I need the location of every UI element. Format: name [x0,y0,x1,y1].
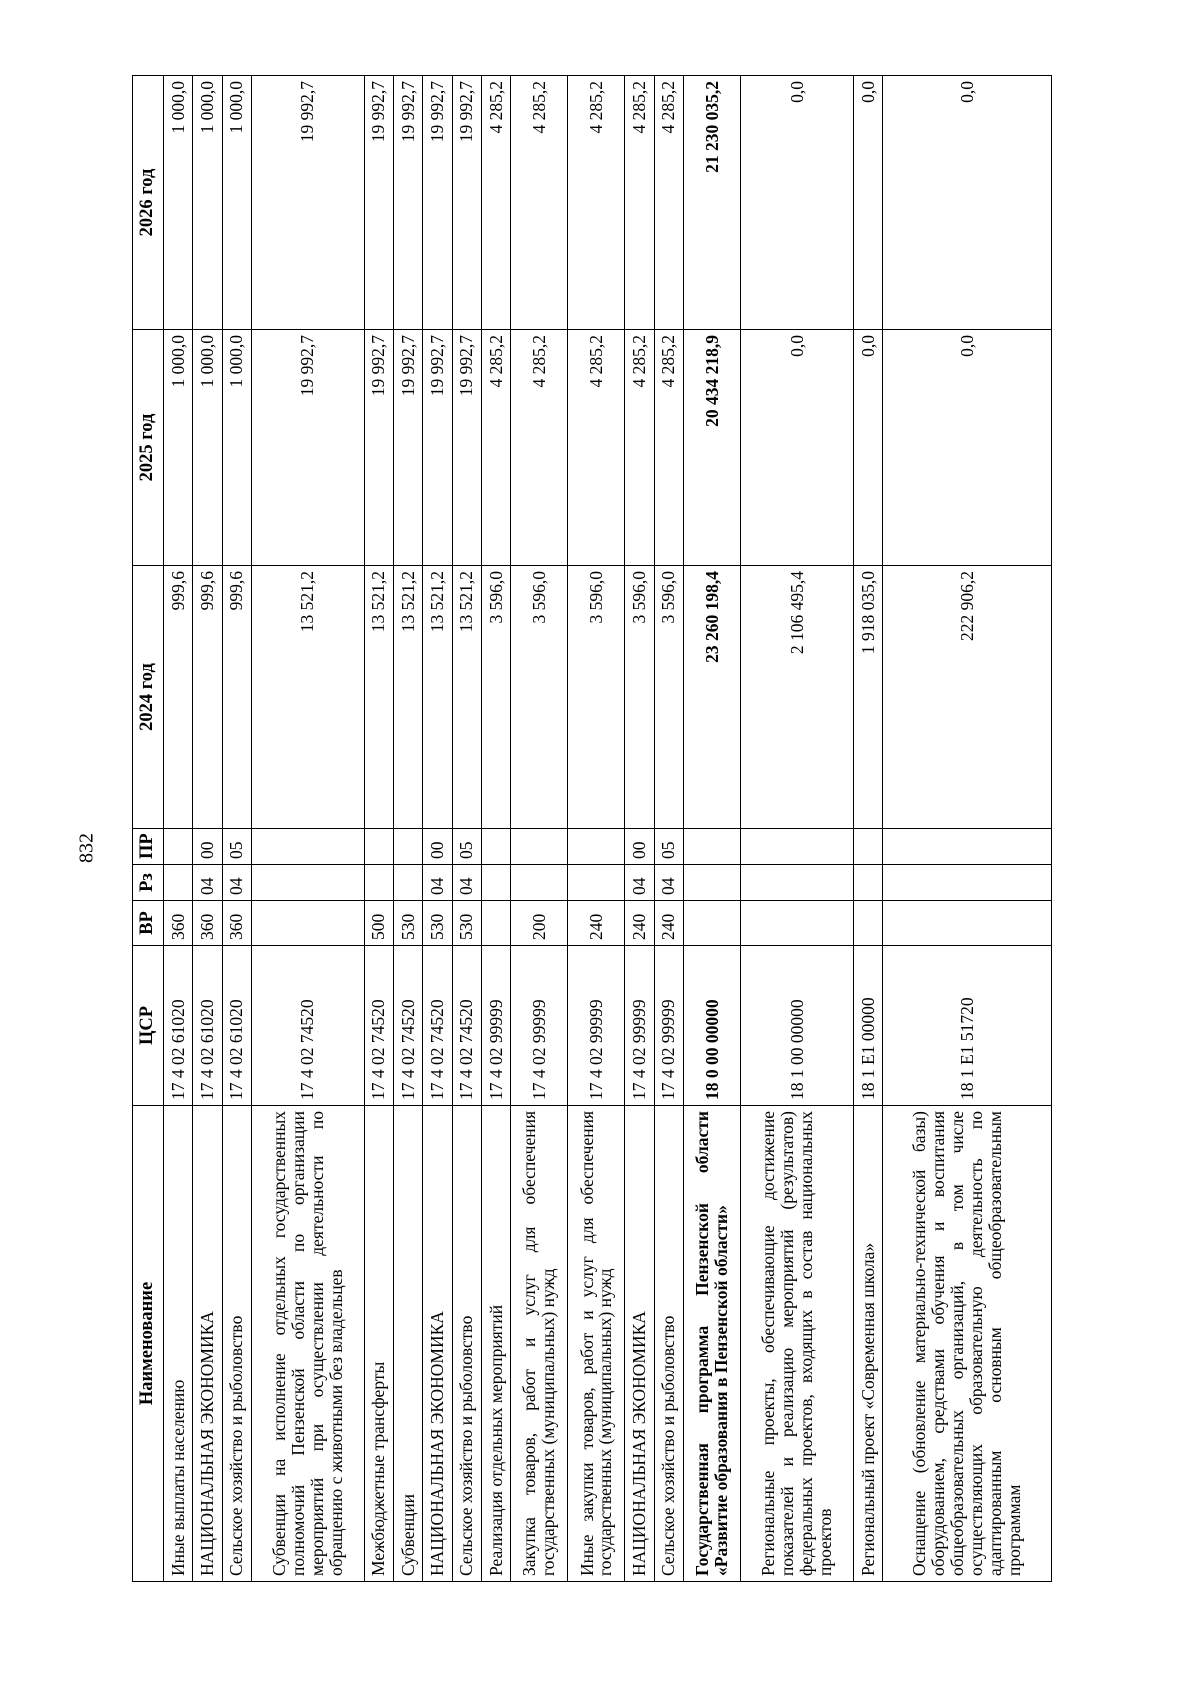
cell-2024: 13 521,2 [423,566,452,829]
cell-2024: 222 906,2 [883,566,1052,829]
cell-2024: 999,6 [193,566,222,829]
cell-2025: 4 285,2 [481,330,510,566]
cell-pr [684,829,741,865]
cell-pr [364,829,393,865]
header-vr: ВР [133,901,164,946]
table-row [222,76,251,1582]
cell-vr [251,901,364,946]
cell-2026: 4 285,2 [568,76,625,330]
cell-2025: 20 434 218,9 [684,330,741,566]
cell-rz [511,865,568,901]
cell-vr: 530 [423,901,452,946]
cell-pr [741,829,854,865]
header-2026: 2026 год [133,76,164,330]
table-row [654,76,683,1582]
cell-rz: 04 [654,865,683,901]
cell-2025: 4 285,2 [625,330,654,566]
cell-vr: 360 [164,901,193,946]
cell-2026: 1 000,0 [164,76,193,330]
table-row [684,76,741,1582]
cell-csr: 17 4 02 99999 [654,946,683,1106]
cell-rz: 04 [423,865,452,901]
cell-pr [251,829,364,865]
cell-name: Сельское хозяйство и рыболовство [222,1106,251,1582]
cell-vr [854,901,883,946]
cell-csr: 17 4 02 61020 [222,946,251,1106]
cell-pr [568,829,625,865]
cell-vr: 360 [193,901,222,946]
table-row [452,76,481,1582]
cell-csr: 17 4 02 74520 [452,946,481,1106]
cell-vr: 240 [625,901,654,946]
cell-pr: 00 [625,829,654,865]
cell-rz: 04 [222,865,251,901]
cell-pr: 00 [423,829,452,865]
cell-rz [251,865,364,901]
table-row [251,76,364,1582]
cell-2026: 4 285,2 [481,76,510,330]
cell-pr: 05 [222,829,251,865]
cell-vr [883,901,1052,946]
cell-name: Межбюджетные трансферты [364,1106,393,1582]
cell-name: Региональные проекты, обеспечивающие достижение показателей и реализацию мероприятий (результатов) федеральных проектов, входящих в состав национальных проектов [741,1106,854,1582]
cell-2026: 19 992,7 [423,76,452,330]
table-row [741,76,854,1582]
cell-csr: 17 4 02 99999 [511,946,568,1106]
cell-2025: 0,0 [741,330,854,566]
cell-2025: 19 992,7 [251,330,364,566]
cell-2024: 3 596,0 [481,566,510,829]
cell-2025: 1 000,0 [164,330,193,566]
cell-vr: 360 [222,901,251,946]
cell-2024: 13 521,2 [394,566,423,829]
table-row [568,76,625,1582]
cell-csr: 17 4 02 74520 [364,946,393,1106]
table-row [394,76,423,1582]
table-row [481,76,510,1582]
cell-2026: 0,0 [883,76,1052,330]
cell-vr [684,901,741,946]
cell-csr: 18 1 00 00000 [741,946,854,1106]
cell-name: Оснащение (обновление материально-технической базы) оборудованием, средствами обучения и воспитания общеобразовательных организаций, в том числе осуществляющих образовательную деятельность по адаптированным основным общеобразовательным программам [883,1106,1052,1582]
cell-rz [883,865,1052,901]
cell-pr [394,829,423,865]
cell-2024: 999,6 [222,566,251,829]
cell-2024: 2 106 495,4 [741,566,854,829]
cell-pr: 05 [452,829,481,865]
cell-csr: 17 4 02 74520 [394,946,423,1106]
cell-2024: 3 596,0 [625,566,654,829]
cell-csr: 18 1 Е1 00000 [854,946,883,1106]
cell-2026: 4 285,2 [625,76,654,330]
cell-pr [164,829,193,865]
cell-2026: 4 285,2 [511,76,568,330]
rotated-page-content [132,76,1052,1582]
cell-rz [364,865,393,901]
cell-vr [741,901,854,946]
cell-name: Субвенции [394,1106,423,1582]
table-row [854,76,883,1582]
cell-2024: 13 521,2 [364,566,393,829]
cell-2026: 1 000,0 [193,76,222,330]
cell-name: Региональный проект «Современная школа» [854,1106,883,1582]
header-csr: ЦСР [133,946,164,1106]
cell-vr: 530 [452,901,481,946]
cell-vr [481,901,510,946]
cell-name: Субвенции на исполнение отдельных государственных полномочий Пензенской области по организации мероприятий при осуществлении деятельности по обращению с животными без владельцев [251,1106,364,1582]
budget-table [132,75,1052,1582]
cell-2025: 19 992,7 [394,330,423,566]
cell-csr: 18 1 Е1 51720 [883,946,1052,1106]
cell-2025: 1 000,0 [193,330,222,566]
cell-pr [854,829,883,865]
cell-rz [854,865,883,901]
cell-name: НАЦИОНАЛЬНАЯ ЭКОНОМИКА [625,1106,654,1582]
cell-name: НАЦИОНАЛЬНАЯ ЭКОНОМИКА [423,1106,452,1582]
cell-rz [568,865,625,901]
header-2024: 2024 год [133,566,164,829]
header-rz: Рз [133,865,164,901]
table-row [625,76,654,1582]
cell-2026: 19 992,7 [251,76,364,330]
table-row [364,76,393,1582]
header-pr: ПР [133,829,164,865]
cell-rz [684,865,741,901]
cell-pr [481,829,510,865]
cell-2025: 0,0 [854,330,883,566]
cell-pr [883,829,1052,865]
cell-rz [164,865,193,901]
header-2025: 2025 год [133,330,164,566]
table-row [164,76,193,1582]
cell-2026: 19 992,7 [364,76,393,330]
cell-2024: 13 521,2 [251,566,364,829]
cell-name: Сельское хозяйство и рыболовство [654,1106,683,1582]
cell-name: Реализация отдельных мероприятий [481,1106,510,1582]
cell-csr: 17 4 02 61020 [193,946,222,1106]
cell-pr: 00 [193,829,222,865]
cell-csr: 17 4 02 61020 [164,946,193,1106]
cell-rz: 04 [193,865,222,901]
cell-2026: 4 285,2 [654,76,683,330]
cell-name: Государственная программа Пензенской области «Развитие образования в Пензенской области» [684,1106,741,1582]
cell-name: НАЦИОНАЛЬНАЯ ЭКОНОМИКА [193,1106,222,1582]
cell-2024: 1 918 035,0 [854,566,883,829]
cell-2024: 3 596,0 [511,566,568,829]
cell-name: Сельское хозяйство и рыболовство [452,1106,481,1582]
cell-name: Иные закупки товаров, работ и услуг для обеспечения государственных (муниципальных) нужд [568,1106,625,1582]
cell-2025: 19 992,7 [364,330,393,566]
cell-csr: 18 0 00 00000 [684,946,741,1106]
cell-2025: 19 992,7 [452,330,481,566]
cell-2025: 4 285,2 [511,330,568,566]
cell-vr: 530 [394,901,423,946]
cell-vr: 200 [511,901,568,946]
cell-pr: 05 [654,829,683,865]
cell-2026: 21 230 035,2 [684,76,741,330]
table-row [193,76,222,1582]
cell-csr: 17 4 02 99999 [481,946,510,1106]
table-header-row [133,76,164,1582]
cell-vr: 500 [364,901,393,946]
cell-2024: 3 596,0 [654,566,683,829]
header-name: Наименование [133,1106,164,1582]
table-row [883,76,1052,1582]
cell-name: Иные выплаты населению [164,1106,193,1582]
cell-2026: 0,0 [741,76,854,330]
table-row [511,76,568,1582]
cell-rz [741,865,854,901]
cell-rz: 04 [625,865,654,901]
cell-rz: 04 [452,865,481,901]
cell-rz [481,865,510,901]
cell-csr: 17 4 02 99999 [568,946,625,1106]
cell-2026: 19 992,7 [394,76,423,330]
cell-name: Закупка товаров, работ и услуг для обеспечения государственных (муниципальных) нужд [511,1106,568,1582]
cell-2026: 1 000,0 [222,76,251,330]
cell-csr: 17 4 02 74520 [251,946,364,1106]
cell-2024: 13 521,2 [452,566,481,829]
cell-vr: 240 [568,901,625,946]
cell-2025: 19 992,7 [423,330,452,566]
cell-2025: 4 285,2 [654,330,683,566]
cell-2024: 999,6 [164,566,193,829]
cell-2026: 19 992,7 [452,76,481,330]
cell-csr: 17 4 02 99999 [625,946,654,1106]
cell-2024: 3 596,0 [568,566,625,829]
table-row [423,76,452,1582]
page-number: 832 [75,833,98,863]
cell-2026: 0,0 [854,76,883,330]
cell-2025: 4 285,2 [568,330,625,566]
cell-rz [394,865,423,901]
cell-2024: 23 260 198,4 [684,566,741,829]
cell-2025: 0,0 [883,330,1052,566]
table-body [164,76,1052,1582]
cell-2025: 1 000,0 [222,330,251,566]
cell-vr: 240 [654,901,683,946]
cell-pr [511,829,568,865]
cell-csr: 17 4 02 74520 [423,946,452,1106]
